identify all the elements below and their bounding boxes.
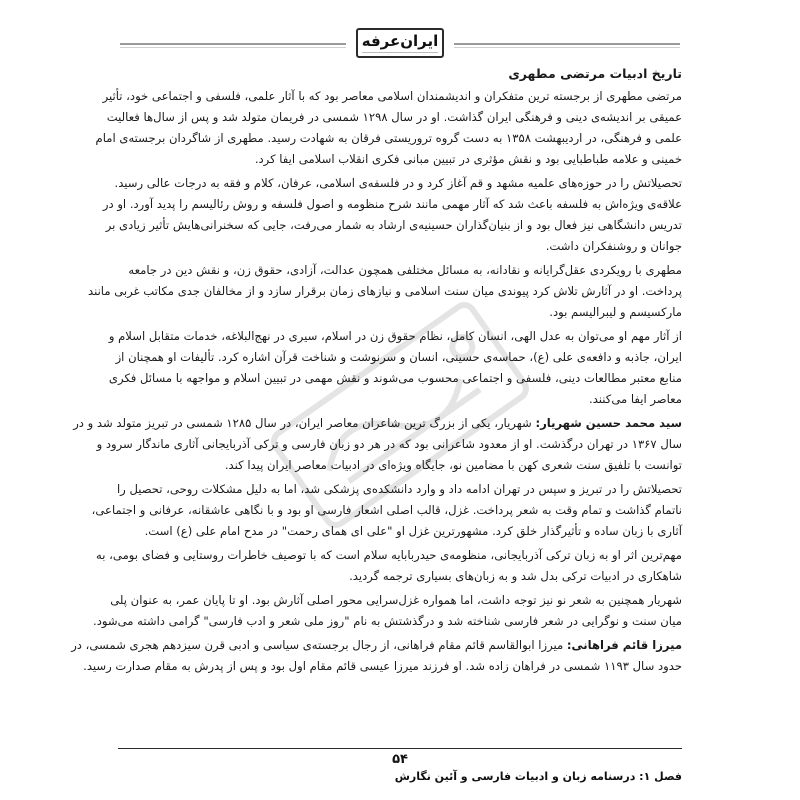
text-line: ایران، جاذبه و دافعه‌ی علی (ع)، حماسه‌ی حسینی، انسان و سرنوشت و شناخت قرآن اشاره کرد. تألیفات او همچنان از [115, 350, 682, 364]
text-line [73, 413, 682, 434]
text-line: شاهکاری در ادبیات ترکی بدل شد و به زبان‌های بسیاری ترجمه گردید. [349, 569, 682, 583]
text-line: مطهری با رویکردی عقل‌گرایانه و نقادانه، به مسائل مختلفی همچون عدالت، آزادی، حقوق زن، و نقش دین در جامعه [128, 263, 682, 277]
text-line [71, 635, 682, 656]
text-line: تحصیلاتش را در تبریز و سپس در تهران ادامه داد و وارد دانشکده‌ی پزشکی شد، اما به دلیل مشکلات روحی، تحصیل را [116, 482, 682, 496]
text-line: معاصر ایفا می‌کنند. [589, 392, 682, 406]
paragraph-1 [95, 86, 682, 170]
chapter-note: فصل ۱: درسنامه زبان و ادبیات فارسی و آئین نگارش [394, 770, 682, 783]
header-rule-left [120, 43, 346, 45]
text-line: سال ۱۳۶۷ در تهران درگذشت. او از معدود شاعرانی بود که در هر دو زبان فارسی و ترکی آذربایجانی آثاری ماندگار سرود و [96, 437, 682, 451]
text-line: مرتضی مطهری از برجسته ترین متفکران و اندیشمندان اسلامی معاصر بود که با آثار علمی، فلسفی و اجتماعی خود، تأثیر [102, 89, 682, 103]
text-line: علاقه‌ی ویژه‌اش به فلسفه باعث شد که آثار مهمی مانند شرح منظومه و اصول فلسفه و روش رئالیسم را پدید آورد. او در [102, 197, 682, 211]
text-line: خمینی و علامه طباطبایی بود و نقش مؤثری در تبیین مبانی فکری انقلاب اسلامی ایفا کرد. [254, 152, 682, 166]
text-line: میان سنت و نوگرایی در شعر فارسی شناخته شد و درگذشتش به نام "روز ملی شعر و ادب فارسی" گرامی داشته می‌شود. [93, 614, 682, 628]
text-line: توانست با تلفیق سنت شعری کهن با مضامین نو، جایگاه ویژه‌ای در ادبیات معاصر ایران پیدا کند. [224, 458, 682, 472]
text-run: میرزا ابوالقاسم قائم مقام فراهانی، از رجال برجسته‌ی سیاسی و ادبی قرن سیزدهم هجری شمسی، در [71, 638, 567, 652]
header-rule-right [454, 43, 680, 45]
paragraph-lead: سید محمد حسین شهریار: [535, 416, 682, 430]
text-line: مهم‌ترین اثر او به زبان ترکی آذربایجانی، منظومه‌ی حیدربابایه سلام است که با توصیف خاطرات روستایی و فضای بومی، به [96, 548, 682, 562]
article-body [71, 64, 682, 680]
text-line: منابع معتبر مطالعات دینی، فلسفی و اجتماعی محسوب می‌شوند و نقش مهمی در تبیین اسلام و مواجهه با مسائل فکری [108, 371, 682, 385]
paragraph-6 [91, 479, 682, 542]
text-line: پرداخت. او در آثارش تلاش کرد پیوندی میان سنت اسلامی و نیازهای زمان برقرار سازد و از مخالفان جدی مکاتب غربی مانند [87, 284, 682, 298]
text-line: مارکسیسم و لیبرالیسم بود. [549, 305, 682, 319]
paragraph-4 [108, 326, 682, 410]
paragraph-8 [93, 590, 682, 632]
page-header [120, 26, 680, 62]
paragraph-3 [87, 260, 682, 323]
text-line: عمیقی بر اندیشه‌ی دینی و فرهنگی ایران گذاشت. او در سال ۱۲۹۸ شمسی در فریمان متولد شد و پس از سال‌ها فعالیت [106, 110, 682, 124]
text-line: شهریار همچنین به شعر نو نیز توجه داشت، اما همواره غزل‌سرایی محور اصلی آثارش بود. او تا پایان عمر، به عنوان پلی [110, 593, 682, 607]
paragraph-shahriar [73, 413, 682, 476]
text-line: آثاری با زبان ساده و تأثیرگذار خلق کرد. مشهورترین غزل او "علی ای همای رحمت" در مدح امام علی (ع) است. [144, 524, 682, 538]
section-title: تاریخ ادبیات مرتضی مطهری [508, 66, 682, 81]
text-run: شهریار، یکی از بزرگ ترین شاعران معاصر ایران، در سال ۱۲۸۵ شمسی در تبریز متولد شد و در [73, 416, 536, 430]
site-logo [356, 28, 444, 58]
text-line: تدریس دانشگاهی نیز فعال بود و از بنیان‌گذاران حسینیه‌ی ارشاد به شمار می‌رفت، جایی که سخنرانی‌هایش تأثیر زیادی بر [105, 218, 682, 232]
paragraph-lead: میرزا قائم فراهانی: [566, 638, 682, 652]
text-line: ناتمام گذاشت و تمام وقت به شعر پرداخت. غزل، قالب اصلی اشعار فارسی او بود و با نگاهی عاشقانه، عرفانی و اجتماعی، [91, 503, 682, 517]
text-line: حدود سال ۱۱۹۳ شمسی در فراهان زاده شد. او فرزند میرزا عیسی قائم مقام اول بود و پس از پدرش به مقام صدارت رسید. [83, 659, 682, 673]
text-line: علمی و فرهنگی، در اردیبهشت ۱۳۵۸ به دست گروه تروریستی فرقان به شهادت رسید. مطهری از شاگردان برجسته‌ی امام [95, 131, 682, 145]
paragraph-2 [102, 173, 682, 257]
text-line: تحصیلاتش را در حوزه‌های علمیه مشهد و قم آغاز کرد و در فلسفه‌ی اسلامی، عرفان، کلام و فقه به درجات عالی رسید. [114, 176, 682, 190]
footer-rule [118, 748, 682, 749]
paragraph-qaem-magham [71, 635, 682, 677]
logo-text: ایران‌عرفه [361, 32, 439, 50]
page-number: ۵۴ [392, 752, 408, 767]
text-line: از آثار مهم او می‌توان به عدل الهی، انسان کامل، نظام حقوق زن در اسلام، سیری در نهج‌البلاغه، خدمات متقابل اسلام و [108, 329, 682, 343]
paragraph-7 [96, 545, 682, 587]
text-line: جوانان و روشنفکران داشت. [545, 239, 682, 253]
